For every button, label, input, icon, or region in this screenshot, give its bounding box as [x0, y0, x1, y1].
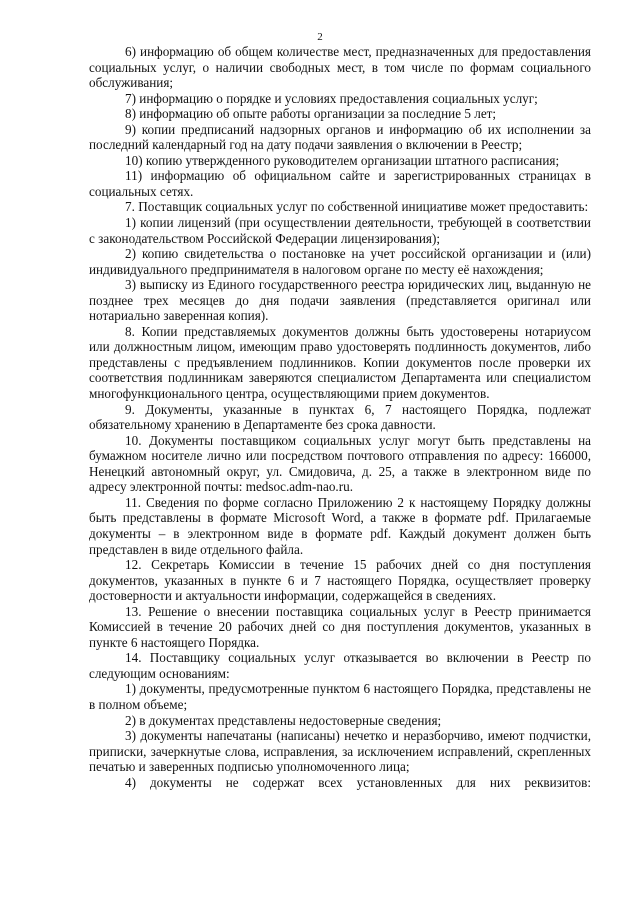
paragraph: 1) документы, предусмотренные пунктом 6 настоящего Порядка, представлены не в полном объеме; [89, 681, 591, 712]
paragraph: 8) информацию об опыте работы организации за последние 5 лет; [125, 106, 497, 122]
paragraph: 3) документы напечатаны (написаны) нечетко и неразборчиво, имеют подчистки, приписки, зачеркнутые слова, исправления, за исключением исправлений, скрепленных печатью и заверенных подписью уполномоченного лица; [89, 728, 591, 775]
paragraph: 13. Решение о внесении поставщика социальных услуг в Реестр принимается Комиссией в течение 20 рабочих дней со дня поступления документов, указанных в пункте 6 настоящего Порядка. [89, 603, 591, 650]
paragraph: 8. Копии представляемых документов должны быть удостоверены нотариусом или должностным лицом, имеющим право удостоверять подлинность документов, либо представлены с предъявлением подлинников. Копии документов после проверки их соответствия подлинникам заверяются специалистом Департамента или специалистом многофункционального центра, осуществляющими прием документов. [89, 323, 591, 402]
paragraph: 6) информацию об общем количестве мест, предназначенных для предоставления социальных услуг, о наличии свободных мест, в том числе по формам социального обслуживания; [89, 44, 591, 91]
paragraph: 10. Документы поставщиком социальных услуг могут быть представлены на бумажном носителе лично или посредством почтового отправления по адресу: 166000, Ненецкий автономный округ, ул. Смидовича, д. 25, а также в электронном виде по адресу электронной почты: medsoc.adm-nao.ru. [89, 432, 591, 495]
paragraph: 2) копию свидетельства о постановке на учет российской организации и (или) индивидуального предпринимателя в налоговом органе по месту её нахождения; [89, 246, 591, 277]
paragraph: 10) копию утвержденного руководителем организации штатного расписания; [125, 152, 560, 168]
paragraph: 3) выписку из Единого государственного реестра юридических лиц, выданную не позднее трех месяцев до дня подачи заявления (представляется оригинал или нотариально заверенная копия). [89, 277, 591, 324]
paragraph: 9) копии предписаний надзорных органов и информацию об их исполнении за последний календарный год на дату подачи заявления о включении в Реестр; [89, 121, 591, 153]
paragraph: 12. Секретарь Комиссии в течение 15 рабочих дней со дня поступления документов, указанных в пункте 6 и 7 настоящего Порядка, осуществляет проверку достоверности и актуальности информации, содержащейся в сведениях. [89, 557, 591, 604]
paragraph: 2) в документах представлены недостоверные сведения; [125, 712, 442, 728]
document-body [89, 44, 591, 790]
paragraph: 7. Поставщик социальных услуг по собственной инициативе может предоставить: [125, 199, 589, 215]
paragraph: 11. Сведения по форме согласно Приложению 2 к настоящему Порядку должны быть представлены в формате Microsoft Word, а также в формате pdf. Прилагаемые документы – в электронном виде в формате pdf. Каждый документ должен быть представлен в виде отдельного файла. [89, 494, 591, 557]
paragraph: 9. Документы, указанные в пунктах 6, 7 настоящего Порядка, подлежат обязательному хранению в Департаменте без срока давности. [89, 401, 591, 433]
paragraph: 1) копии лицензий (при осуществлении деятельности, требующей в соответствии с законодательством Российской Федерации лицензирования); [89, 215, 591, 246]
page-number: 2 [317, 31, 323, 43]
paragraph: 14. Поставщику социальных услуг отказывается во включении в Реестр по следующим основаниям: [89, 650, 591, 681]
paragraph: 7) информацию о порядке и условиях предоставления социальных услуг; [125, 90, 538, 106]
paragraph: 11) информацию об официальном сайте и зарегистрированных страницах в социальных сетях. [89, 168, 591, 199]
paragraph: 4) документы не содержат всех установленных для них реквизитов: [125, 774, 591, 790]
